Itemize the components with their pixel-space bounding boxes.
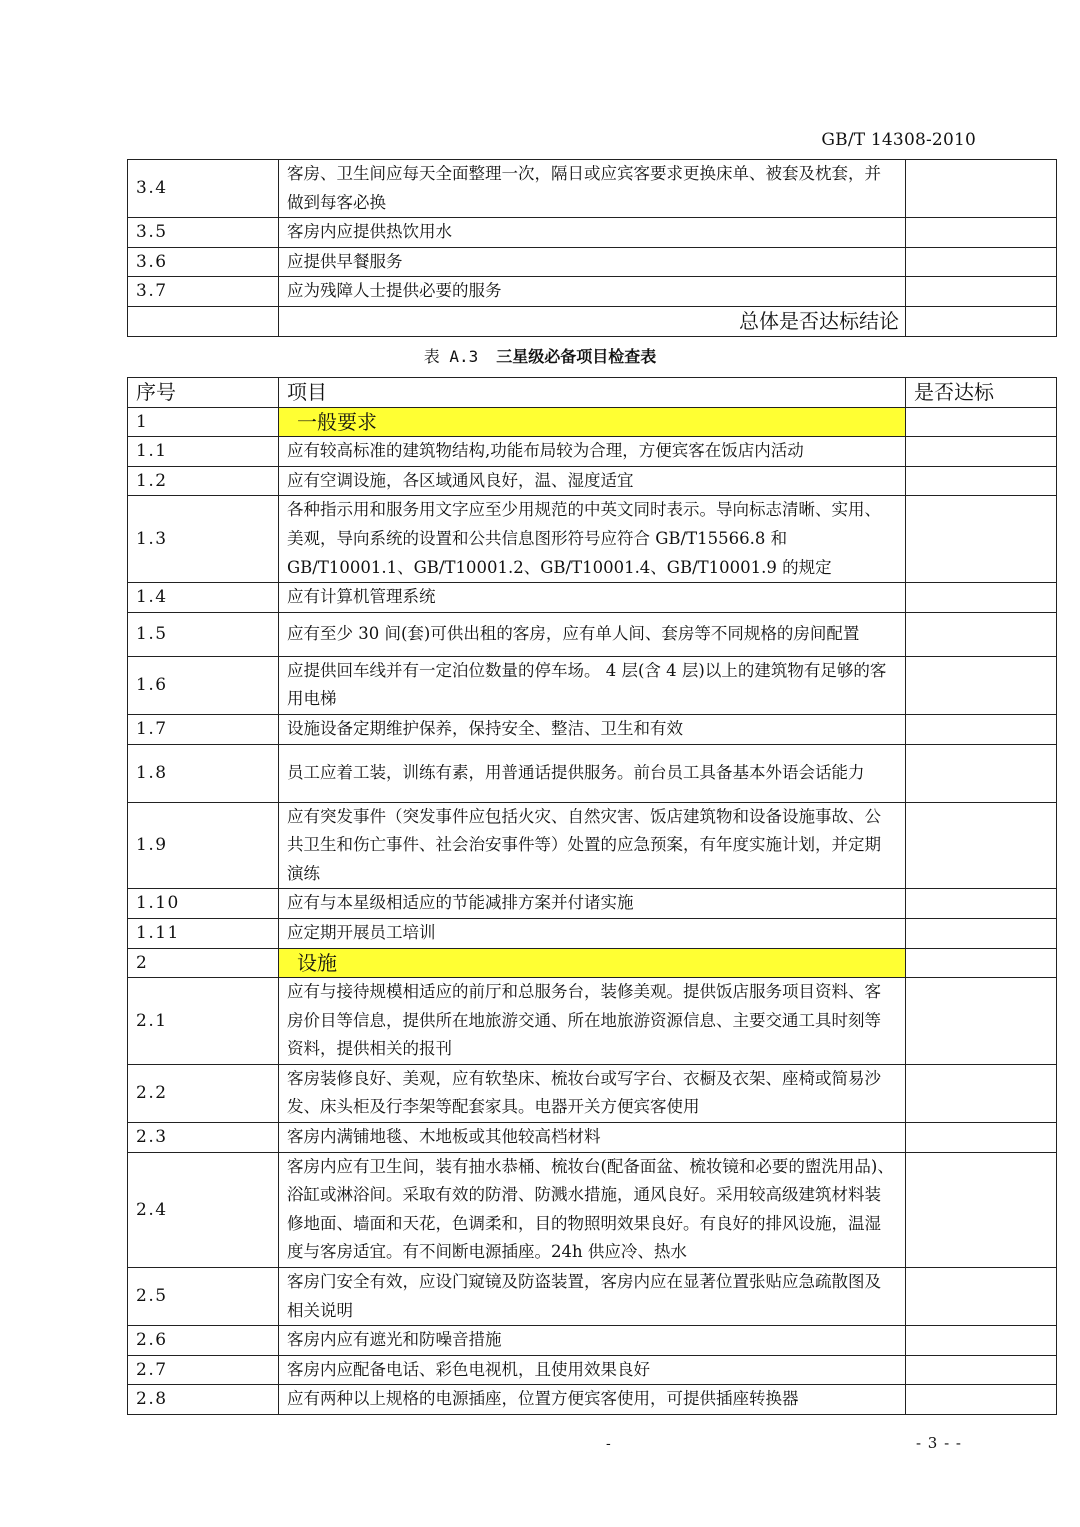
row-number: 2.8: [128, 1385, 279, 1415]
row-number: 2.6: [128, 1326, 279, 1356]
table-row: [128, 160, 1057, 218]
row-number: 3.4: [128, 160, 279, 218]
table-row: [128, 802, 1057, 889]
row-item: 应有与本星级相适应的节能减排方案并付诸实施: [279, 889, 906, 919]
row-item: 一般要求: [279, 407, 906, 437]
row-status-cell[interactable]: [906, 889, 1057, 919]
row-status-cell[interactable]: [906, 1152, 1057, 1267]
row-item: 应有空调设施，各区域通风良好，温、湿度适宜: [279, 466, 906, 496]
row-status-cell[interactable]: [906, 656, 1057, 714]
row-number: 2.4: [128, 1152, 279, 1267]
conclusion-blank: [128, 306, 279, 336]
table-row: [128, 247, 1057, 277]
table-row: [128, 218, 1057, 248]
row-number: 3.7: [128, 277, 279, 307]
table-row: [128, 889, 1057, 919]
row-status-cell[interactable]: [906, 218, 1057, 248]
checklist-table-continued: [127, 159, 1057, 337]
row-status-cell[interactable]: [906, 583, 1057, 613]
row-item: 应提供回车线并有一定泊位数量的停车场。 4 层(含 4 层)以上的建筑物有足够的客用电梯: [279, 656, 906, 714]
row-item: 应有较高标准的建筑物结构,功能布局较为合理，方便宾客在饭店内活动: [279, 437, 906, 467]
row-item: 应有至少 30 间(套)可供出租的客房，应有单人间、套房等不同规格的房间配置: [279, 612, 906, 656]
row-item: 客房装修良好、美观，应有软垫床、梳妆台或写字台、衣橱及衣架、座椅或简易沙发、床头柜及行李架等配套家具。电器开关方便宾客使用: [279, 1064, 906, 1122]
row-number: 3.6: [128, 247, 279, 277]
section-row: [128, 407, 1057, 437]
row-number: 1.9: [128, 802, 279, 889]
table-caption-number: 表 A.3: [423, 347, 479, 366]
row-number: 1.8: [128, 744, 279, 802]
row-item: 客房内应配备电话、彩色电视机，且使用效果良好: [279, 1355, 906, 1385]
table-row: [128, 1355, 1057, 1385]
row-item: 员工应着工装，训练有素，用普通话提供服务。前台员工具备基本外语会话能力: [279, 744, 906, 802]
row-status-cell[interactable]: [906, 1385, 1057, 1415]
row-number: 1: [128, 407, 279, 437]
row-status-cell[interactable]: [906, 1355, 1057, 1385]
table-row: [128, 1268, 1057, 1326]
row-number: 2.7: [128, 1355, 279, 1385]
table-row: [128, 437, 1057, 467]
row-item: 客房、卫生间应每天全面整理一次，隔日或应宾客要求更换床单、被套及枕套，并做到每客必换: [279, 160, 906, 218]
header-item: 项目: [279, 378, 906, 408]
table-row: [128, 277, 1057, 307]
row-item: 应有两种以上规格的电源插座，位置方便宾客使用，可提供插座转换器: [279, 1385, 906, 1415]
row-status-cell[interactable]: [906, 744, 1057, 802]
row-item: 应有计算机管理系统: [279, 583, 906, 613]
header-status: 是否达标: [906, 378, 1057, 408]
row-number: 1.2: [128, 466, 279, 496]
row-item: 客房门安全有效，应设门窥镜及防盗装置，客房内应在显著位置张贴应急疏散图及相关说明: [279, 1268, 906, 1326]
table-row: [128, 1152, 1057, 1267]
row-status-cell[interactable]: [906, 407, 1057, 437]
row-number: 1.1: [128, 437, 279, 467]
table-row: [128, 612, 1057, 656]
row-item: 客房内应提供热饮用水: [279, 218, 906, 248]
checklist-body: [128, 160, 1057, 337]
row-status-cell[interactable]: [906, 437, 1057, 467]
row-item: 设施设备定期维护保养，保持安全、整洁、卫生和有效: [279, 714, 906, 744]
table-row: [128, 1326, 1057, 1356]
row-status-cell[interactable]: [906, 948, 1057, 978]
row-item: 客房内应有卫生间，装有抽水恭桶、梳妆台(配备面盆、梳妆镜和必要的盥洗用品)、浴缸或淋浴间。采取有效的防滑、防溅水措施，通风良好。采用较高级建筑材料装修地面、墙面和天花，色调柔和，目的物照明效果良好。有良好的排风设施，温湿度与客房适宜。有不间断电源插座。24h 供应冷、热水: [279, 1152, 906, 1267]
row-item: 客房内应有遮光和防噪音措施: [279, 1326, 906, 1356]
checklist-body: [128, 407, 1057, 1414]
row-number: 2: [128, 948, 279, 978]
row-number: 3.5: [128, 218, 279, 248]
row-number: 1.6: [128, 656, 279, 714]
row-status-cell[interactable]: [906, 978, 1057, 1065]
table-caption: [0, 344, 1080, 367]
row-status-cell[interactable]: [906, 802, 1057, 889]
row-status-cell[interactable]: [906, 466, 1057, 496]
row-status-cell[interactable]: [906, 496, 1057, 583]
row-status-cell[interactable]: [906, 277, 1057, 307]
conclusion-row: [128, 306, 1057, 336]
table-row: [128, 1123, 1057, 1153]
three-star-checklist-table: [127, 377, 1057, 1415]
standard-number: GB/T 14308-2010: [821, 130, 976, 150]
table-row: [128, 1064, 1057, 1122]
table-row: [128, 714, 1057, 744]
row-item: 应定期开展员工培训: [279, 918, 906, 948]
table-caption-title: 三星级必备项目检查表: [496, 347, 657, 366]
row-status-cell[interactable]: [906, 612, 1057, 656]
table-row: [128, 466, 1057, 496]
footer-dash: -: [606, 1436, 611, 1452]
table-row: [128, 496, 1057, 583]
table-header-row: [128, 378, 1057, 408]
row-item: 应有与接待规模相适应的前厅和总服务台，装修美观。提供饭店服务项目资料、客房价目等信息，提供所在地旅游交通、所在地旅游资源信息、主要交通工具时刻等资料，提供相关的报刊: [279, 978, 906, 1065]
row-item: 各种指示用和服务用文字应至少用规范的中英文同时表示。导向标志清晰、实用、美观，导向系统的设置和公共信息图形符号应符合 GB/T15566.8 和 GB/T10001.1、GB/T10001.2、GB/T10001.4、GB/T10001.9 的规定: [279, 496, 906, 583]
header-no: 序号: [128, 378, 279, 408]
row-status-cell[interactable]: [906, 918, 1057, 948]
row-number: 2.5: [128, 1268, 279, 1326]
table-row: [128, 1385, 1057, 1415]
row-status-cell[interactable]: [906, 1326, 1057, 1356]
table-row: [128, 744, 1057, 802]
row-item: 应有突发事件（突发事件应包括火灾、自然灾害、饭店建筑物和设备设施事故、公共卫生和伤亡事件、社会治安事件等）处置的应急预案，有年度实施计划，并定期演练: [279, 802, 906, 889]
row-number: 1.3: [128, 496, 279, 583]
row-item: 客房内满铺地毯、木地板或其他较高档材料: [279, 1123, 906, 1153]
row-number: 2.2: [128, 1064, 279, 1122]
page-number: - 3 - -: [915, 1434, 962, 1452]
table-row: [128, 918, 1057, 948]
row-status-cell[interactable]: [906, 160, 1057, 218]
section-row: [128, 948, 1057, 978]
row-number: 1.5: [128, 612, 279, 656]
row-number: 1.11: [128, 918, 279, 948]
row-item: 应提供早餐服务: [279, 247, 906, 277]
row-number: 2.3: [128, 1123, 279, 1153]
row-status-cell[interactable]: [906, 247, 1057, 277]
row-status-cell[interactable]: [906, 1123, 1057, 1153]
row-item: 设施: [279, 948, 906, 978]
conclusion-label: 总体是否达标结论: [279, 306, 906, 336]
row-number: 1.4: [128, 583, 279, 613]
row-number: 2.1: [128, 978, 279, 1065]
row-status-cell[interactable]: [906, 714, 1057, 744]
row-number: 1.10: [128, 889, 279, 919]
row-status-cell[interactable]: [906, 1064, 1057, 1122]
table-row: [128, 978, 1057, 1065]
conclusion-status-cell[interactable]: [906, 306, 1057, 336]
row-number: 1.7: [128, 714, 279, 744]
table-row: [128, 656, 1057, 714]
row-status-cell[interactable]: [906, 1268, 1057, 1326]
table-row: [128, 583, 1057, 613]
row-item: 应为残障人士提供必要的服务: [279, 277, 906, 307]
